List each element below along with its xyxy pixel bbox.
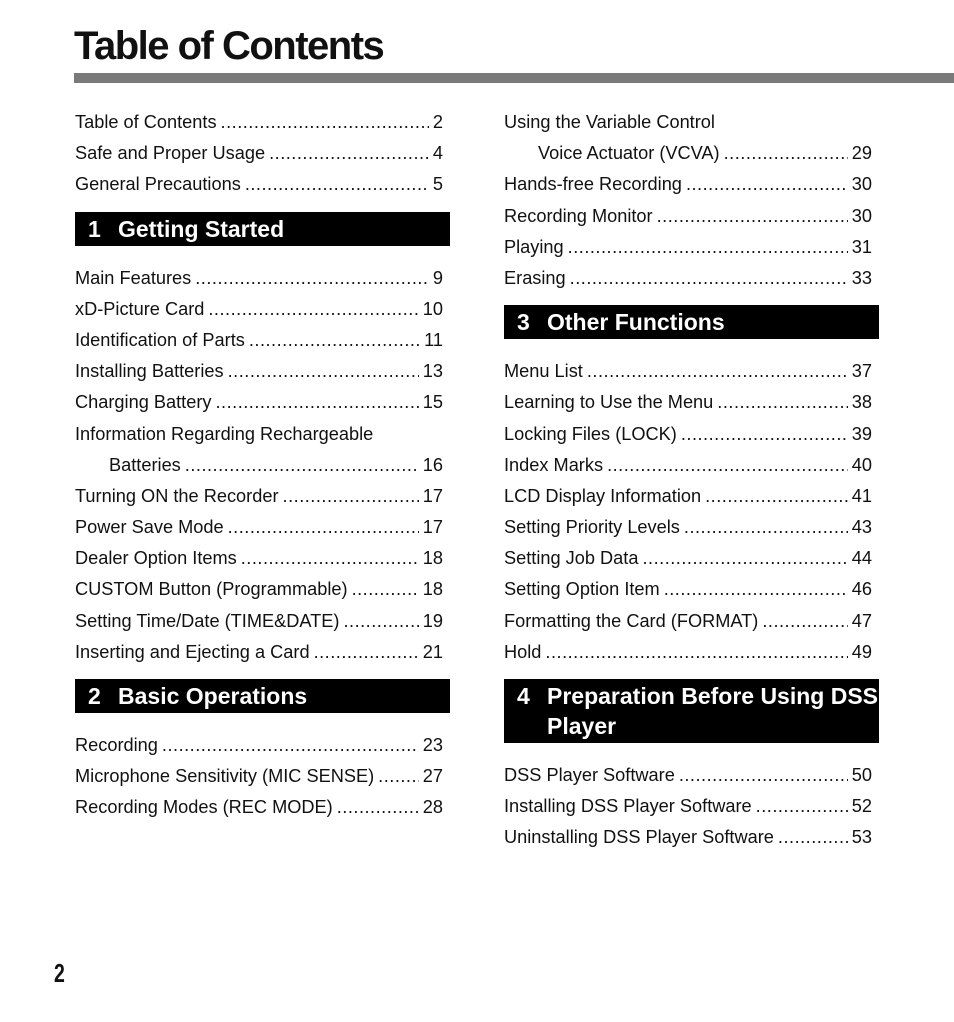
leader-dots [705,481,848,512]
toc-entry-label: xD-Picture Card [75,298,205,319]
toc-entry-page: 5 [432,174,443,195]
title-rule [74,73,954,83]
leader-dots [208,294,418,325]
toc-entry-label: Voice Actuator (VCVA) [538,143,720,164]
toc-entry-page: 29 [851,143,872,164]
toc-entry[interactable] [504,637,872,668]
toc-entry-page: 40 [851,454,872,475]
toc-entry[interactable] [504,138,872,169]
section-heading-getting-started[interactable] [75,212,450,246]
toc-entry[interactable] [504,512,872,543]
toc-entry[interactable] [75,606,443,637]
leader-dots [724,138,848,169]
toc-entry-page: 39 [851,423,872,444]
section-number: 2 [88,683,101,709]
toc-entry-page: 10 [422,298,443,319]
leader-dots [684,512,848,543]
toc-entry[interactable] [75,637,443,668]
leader-dots [228,356,419,387]
leader-dots [241,543,419,574]
toc-entry[interactable] [75,387,443,418]
leader-dots [283,481,419,512]
toc-entry[interactable] [504,822,872,853]
toc-entry-label: Installing DSS Player Software [504,796,752,817]
toc-entry-label: Setting Job Data [504,548,639,569]
toc-entry-label: Index Marks [504,454,604,475]
section-heading-preparation-dss-player[interactable] [504,679,879,743]
toc-entry-page: 50 [851,765,872,785]
toc-entry-page: 33 [851,267,872,288]
toc-entry-label: CUSTOM Button (Programmable) [75,579,348,600]
toc-entry-label: Dealer Option Items [75,548,237,569]
toc-entry[interactable] [75,356,443,387]
toc-entry-label: Safe and Proper Usage [75,143,266,164]
toc-entry[interactable] [75,325,443,356]
toc-entry[interactable] [504,419,872,450]
leader-dots [249,325,420,356]
toc-entry[interactable] [504,387,872,418]
toc-entry-label: Recording Monitor [504,205,653,226]
leader-dots [343,606,418,637]
toc-entry-label: Identification of Parts [75,329,245,350]
toc-entry-label: Formatting the Card (FORMAT) [504,610,759,631]
toc-entry-page: 9 [432,267,443,288]
toc-entry[interactable] [504,481,872,512]
toc-entry[interactable] [504,356,872,387]
toc-entry-label: Power Save Mode [75,517,224,538]
toc-entry-page: 37 [851,361,872,382]
toc-entry-label: Playing [504,236,564,257]
toc-entry-page: 17 [422,485,443,506]
toc-entry-label: LCD Display Information [504,485,702,506]
toc-entry[interactable] [75,481,443,512]
toc-entry-page: 15 [422,392,443,413]
toc-entry-page: 52 [851,796,872,817]
toc-entry-label: Hands-free Recording [504,174,682,195]
toc-entry-label: Table of Contents [75,112,217,132]
toc-entry-page: 46 [851,579,872,600]
toc-entry-label: General Precautions [75,174,241,195]
toc-entry-page: 38 [851,392,872,413]
leader-dots [756,791,848,822]
toc-entry-label: Charging Battery [75,392,212,413]
leader-dots [185,450,419,481]
toc-entry[interactable] [504,263,872,294]
toc-entry-page: 28 [422,797,443,818]
leader-dots [762,606,847,637]
leader-dots [686,169,848,200]
toc-entry-page: 18 [422,548,443,569]
section-number: 4 [517,683,530,709]
leader-dots [314,637,419,668]
toc-entry[interactable] [75,138,443,169]
leader-dots [545,637,847,668]
leader-dots [228,512,419,543]
toc-entry[interactable] [75,512,443,543]
toc-entry-page: 43 [851,517,872,538]
toc-entry-page: 2 [432,112,443,132]
leader-dots [642,543,847,574]
page-number: 2 [54,958,65,988]
toc-entry-label: DSS Player Software [504,765,675,785]
toc-entry[interactable] [75,419,443,450]
leader-dots [195,263,429,294]
toc-entry-page: 30 [851,205,872,226]
toc-entry-page: 53 [851,827,872,848]
toc-entry-label: Inserting and Ejecting a Card [75,641,310,662]
toc-entry-label: Batteries [109,454,181,475]
leader-dots [162,730,419,761]
toc-entry-label: Locking Files (LOCK) [504,423,677,444]
section-title: Other Functions [547,309,725,336]
leader-dots [245,169,429,200]
toc-entry-page: 49 [851,641,872,662]
leader-dots [664,574,848,605]
toc-entry-label: Microphone Sensitivity (MIC SENSE) [75,766,375,787]
section-title: Basic Operations [118,683,308,709]
toc-entry-page: 11 [424,329,443,350]
toc-entry[interactable] [504,107,872,138]
toc-entry[interactable] [75,169,443,200]
toc-entry-label: Recording [75,735,158,755]
leader-dots [717,387,847,418]
toc-entry[interactable] [504,791,872,822]
toc-entry-page: 21 [422,641,443,662]
leader-dots [221,107,429,138]
toc-entry-page: 4 [432,143,443,164]
toc-right-column [504,107,879,854]
leader-dots [269,138,429,169]
toc-entry[interactable] [75,730,443,761]
page-title: Table of Contents [74,24,384,68]
toc-entry[interactable] [75,574,443,605]
section-title: Preparation Before Using DSS Player [547,683,879,739]
toc-entry-page: 19 [422,610,443,631]
toc-entry-page: 30 [851,174,872,195]
section-heading-other-functions[interactable] [504,305,879,339]
toc-entry-label: Uninstalling DSS Player Software [504,827,774,848]
leader-dots [568,232,848,263]
toc-entry[interactable] [504,574,872,605]
leader-dots [378,761,419,792]
toc-entry[interactable] [504,606,872,637]
toc-entry[interactable] [75,263,443,294]
toc-entry-page: 13 [422,361,443,382]
toc-entry[interactable] [75,294,443,325]
toc-entry-page: 41 [851,485,872,506]
toc-entry-label: Learning to Use the Menu [504,392,714,413]
toc-entry[interactable] [504,543,872,574]
toc-entry-label: Setting Time/Date (TIME&DATE) [75,610,340,631]
toc-entry[interactable] [75,107,443,138]
section-number: 1 [88,215,101,242]
toc-entry-label: Recording Modes (REC MODE) [75,797,333,818]
section-number: 3 [517,309,530,336]
leader-dots [352,574,419,605]
leader-dots [587,356,848,387]
leader-dots [681,419,848,450]
toc-entry-label: Erasing [504,267,566,288]
toc-entry-page: 23 [422,735,443,755]
toc-entry-label: Hold [504,641,542,662]
toc-entry-page: 31 [851,236,872,257]
toc-entry-label: Menu List [504,361,583,382]
toc-entry-label: Installing Batteries [75,361,224,382]
toc-entry[interactable] [504,760,872,791]
toc-left-column [75,107,443,824]
leader-dots [657,201,848,232]
leader-dots [607,450,848,481]
toc-entry-page: 44 [851,548,872,569]
toc-entry[interactable] [504,232,872,263]
leader-dots [215,387,418,418]
toc-entry-label: Main Features [75,267,192,288]
toc-entry-page: 18 [422,579,443,600]
leader-dots [679,760,848,791]
toc-entry-page: 27 [422,766,443,787]
toc-entry-label: Information Regarding Rechargeable [75,423,374,444]
toc-entry-page: 16 [422,454,443,475]
section-title: Getting Started [118,215,285,242]
toc-entry-label: Using the Variable Control [504,112,715,132]
toc-entry[interactable] [75,761,443,792]
toc-entry-page: 47 [851,610,872,631]
toc-entry[interactable] [75,450,443,481]
toc-entry-label: Turning ON the Recorder [75,485,279,506]
toc-entry[interactable] [504,201,872,232]
leader-dots [570,263,848,294]
toc-entry-page: 17 [422,517,443,538]
toc-entry[interactable] [75,543,443,574]
leader-dots [337,792,419,823]
toc-entry[interactable] [75,792,443,823]
leader-dots [778,822,848,853]
toc-entry[interactable] [504,450,872,481]
section-heading-basic-operations[interactable] [75,679,450,713]
toc-entry-label: Setting Option Item [504,579,660,600]
toc-entry[interactable] [504,169,872,200]
toc-entry-label: Setting Priority Levels [504,517,680,538]
